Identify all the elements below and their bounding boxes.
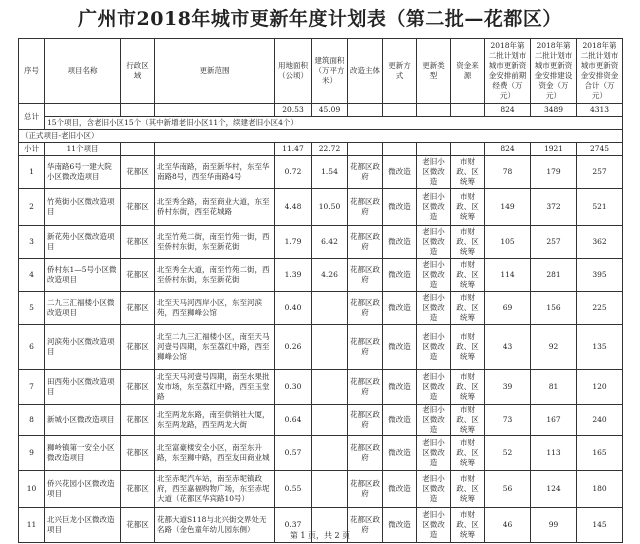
table-row — [19, 259, 623, 292]
cell-funding: 市财政、区统筹 — [451, 156, 485, 189]
cell-subject: 花都区政府 — [348, 436, 383, 471]
cell-method: 微改造 — [383, 471, 417, 508]
cell-construct-fund: 99 — [531, 508, 577, 543]
cell-land-area: 0.37 — [275, 508, 312, 543]
cell-name: 河滨苑小区微改造项目 — [45, 325, 121, 370]
cell-total-fund: 225 — [577, 292, 623, 325]
cell-type: 老旧小区微改造 — [417, 259, 451, 292]
cell-prep-fund: 39 — [485, 370, 531, 405]
cell-total-fund: 135 — [577, 325, 623, 370]
cell-method: 微改造 — [383, 156, 417, 189]
cell-build-area — [312, 292, 348, 325]
cell-method: 微改造 — [383, 508, 417, 543]
cell-build-area: 4.26 — [312, 259, 348, 292]
cell-build-area — [312, 471, 348, 508]
cell-total-fund: 395 — [577, 259, 623, 292]
cell-scope: 北至二九三汇福楼小区，南至天马河壹号四期，东至荔红中路，西至狮峰公馆 — [155, 325, 275, 370]
cell-prep-fund: 114 — [485, 259, 531, 292]
cell-construct-fund: 113 — [531, 436, 577, 471]
total-label: 总计 — [19, 104, 45, 130]
cell-district: 花都区 — [121, 259, 155, 292]
cell-type: 老旧小区微改造 — [417, 189, 451, 226]
cell-method: 微改造 — [383, 370, 417, 405]
cell-name: 侨兴花园小区微改造项目 — [45, 471, 121, 508]
header-col-land-area: 用地面积（公顷） — [275, 39, 312, 104]
cell-land-area: 0.72 — [275, 156, 312, 189]
cell-land-area: 4.48 — [275, 189, 312, 226]
cell-land-area: 0.57 — [275, 436, 312, 471]
cell-total-fund: 240 — [577, 405, 623, 436]
cell-land-area: 0.30 — [275, 370, 312, 405]
cell-type: 老旧小区微改造 — [417, 156, 451, 189]
cell-name: 北兴巨龙小区微改造项目 — [45, 508, 121, 543]
cell-build-area — [312, 325, 348, 370]
cell-method: 微改造 — [383, 405, 417, 436]
cell-index: 7 — [19, 370, 45, 405]
cell-subject: 花都区政府 — [348, 292, 383, 325]
cell-construct-fund: 257 — [531, 226, 577, 259]
cell-type: 老旧小区微改造 — [417, 405, 451, 436]
subtotal-construct: 1921 — [531, 143, 577, 156]
cell-index: 10 — [19, 471, 45, 508]
cell-prep-fund: 105 — [485, 226, 531, 259]
cell-scope: 北至天马河西岸小区，东至河滨苑，西至狮峰公馆 — [155, 292, 275, 325]
cell-construct-fund: 156 — [531, 292, 577, 325]
cell-total-fund: 180 — [577, 471, 623, 508]
cell-name: 狮岭镇第一安全小区微改造项目 — [45, 436, 121, 471]
cell-subject: 花都区政府 — [348, 226, 383, 259]
cell-index: 9 — [19, 436, 45, 471]
cell-scope: 北至天马河壹号四期，南至水果批发市场，东至荔红中路，西至玉堂路 — [155, 370, 275, 405]
cell-funding: 市财政、区统筹 — [451, 405, 485, 436]
subtotal-land: 11.47 — [275, 143, 312, 156]
header-col-type: 更新类型 — [417, 39, 451, 104]
cell-district: 花都区 — [121, 226, 155, 259]
cell-funding: 市财政、区统筹 — [451, 370, 485, 405]
cell-name: 新花苑小区微改造项目 — [45, 226, 121, 259]
cell-scope: 花都大道S118与北兴街交界处无名路（金色童年幼儿园东侧） — [155, 508, 275, 543]
cell-method: 微改造 — [383, 436, 417, 471]
cell-construct-fund: 124 — [531, 471, 577, 508]
subtotal-build: 22.72 — [312, 143, 348, 156]
cell-funding: 市财政、区统筹 — [451, 259, 485, 292]
cell-subject: 花都区政府 — [348, 325, 383, 370]
cell-type: 老旧小区微改造 — [417, 508, 451, 543]
cell-name: 侨村东1—5号小区微改造项目 — [45, 259, 121, 292]
total-land: 20.53 — [275, 104, 312, 117]
cell-district: 花都区 — [121, 405, 155, 436]
header-col-prep-fund: 2018年第二批计划市城市更新资金安排前期经费（万元） — [485, 39, 531, 104]
cell-method: 微改造 — [383, 226, 417, 259]
cell-method: 微改造 — [383, 259, 417, 292]
cell-land-area: 0.40 — [275, 292, 312, 325]
header-col-build-area: 建筑面积（万平方米） — [312, 39, 348, 104]
total-row — [19, 104, 623, 117]
cell-district: 花都区 — [121, 325, 155, 370]
table-row — [19, 436, 623, 471]
cell-type: 老旧小区微改造 — [417, 292, 451, 325]
cell-scope: 北至赤坭汽车站，南至赤坭镇政府，西至嘉福购物广场，东至赤坭大道（花都区华宾路10号） — [155, 471, 275, 508]
table-row — [19, 370, 623, 405]
subtotal-row — [19, 143, 623, 156]
cell-index: 8 — [19, 405, 45, 436]
cell-name: 竹苑街小区微改造项目 — [45, 189, 121, 226]
table-row — [19, 156, 623, 189]
cell-method: 微改造 — [383, 325, 417, 370]
total-note-row — [19, 117, 623, 130]
cell-land-area: 0.55 — [275, 471, 312, 508]
cell-land-area: 0.26 — [275, 325, 312, 370]
cell-name: 华南路6号一建大院小区微改造项目 — [45, 156, 121, 189]
cell-land-area: 1.79 — [275, 226, 312, 259]
header-col-district: 行政区域 — [121, 39, 155, 104]
subtotal-count: 11个项目 — [45, 143, 121, 156]
cell-type: 老旧小区微改造 — [417, 436, 451, 471]
cell-total-fund: 145 — [577, 508, 623, 543]
total-prep: 824 — [485, 104, 531, 117]
cell-index: 6 — [19, 325, 45, 370]
cell-subject: 花都区政府 — [348, 405, 383, 436]
cell-index: 5 — [19, 292, 45, 325]
header-col-funding: 资金来源 — [451, 39, 485, 104]
cell-prep-fund: 69 — [485, 292, 531, 325]
cell-funding: 市财政、区统筹 — [451, 436, 485, 471]
cell-total-fund: 257 — [577, 156, 623, 189]
cell-scope: 北至秀全路，南至商业大道，东至侨村东街，西至花城路 — [155, 189, 275, 226]
cell-district: 花都区 — [121, 156, 155, 189]
cell-prep-fund: 56 — [485, 471, 531, 508]
cell-build-area — [312, 436, 348, 471]
cell-funding: 市财政、区统筹 — [451, 189, 485, 226]
cell-index: 2 — [19, 189, 45, 226]
cell-subject: 花都区政府 — [348, 259, 383, 292]
header-col-name: 项目名称 — [45, 39, 121, 104]
cell-name: 二九三汇福楼小区微改造项目 — [45, 292, 121, 325]
cell-name: 新城小区微改造项目 — [45, 405, 121, 436]
total-build: 45.09 — [312, 104, 348, 117]
cell-district: 花都区 — [121, 508, 155, 543]
header-col-method: 更新方式 — [383, 39, 417, 104]
cell-scope: 北至秀全大道，南至竹苑二街，西至侨村东街，东至新花街 — [155, 259, 275, 292]
cell-construct-fund: 281 — [531, 259, 577, 292]
header-col-total-fund: 2018年第二批计划市城市更新资金安排资金合计（万元） — [577, 39, 623, 104]
cell-construct-fund: 372 — [531, 189, 577, 226]
cell-prep-fund: 52 — [485, 436, 531, 471]
cell-index: 3 — [19, 226, 45, 259]
subtotal-sum: 2745 — [577, 143, 623, 156]
cell-build-area — [312, 370, 348, 405]
header-col-construct-fund: 2018年第二批计划市城市更新资金安排建设资金（万元） — [531, 39, 577, 104]
cell-funding: 市财政、区统筹 — [451, 325, 485, 370]
cell-subject: 花都区政府 — [348, 189, 383, 226]
cell-name: 田西苑小区微改造项目 — [45, 370, 121, 405]
cell-total-fund: 362 — [577, 226, 623, 259]
cell-method: 微改造 — [383, 292, 417, 325]
cell-district: 花都区 — [121, 189, 155, 226]
cell-prep-fund: 78 — [485, 156, 531, 189]
cell-subject: 花都区政府 — [348, 156, 383, 189]
table-row — [19, 226, 623, 259]
header-col-subject: 改造主体 — [348, 39, 383, 104]
total-construct: 3489 — [531, 104, 577, 117]
cell-type: 老旧小区微改造 — [417, 226, 451, 259]
cell-construct-fund: 92 — [531, 325, 577, 370]
section-label: （正式项目-老旧小区） — [19, 130, 623, 143]
cell-scope: 北至华南路，南至新华村，东至华南路8号，西至华南路4号 — [155, 156, 275, 189]
section-row — [19, 130, 623, 143]
cell-land-area: 1.39 — [275, 259, 312, 292]
cell-type: 老旧小区微改造 — [417, 370, 451, 405]
cell-scope: 北至富豪楼安全小区，南至东升路，东至狮中路，西至友田商业城 — [155, 436, 275, 471]
page-title: 广州市2018年城市更新年度计划表（第二批—花都区） — [78, 8, 562, 30]
cell-total-fund: 165 — [577, 436, 623, 471]
cell-prep-fund: 43 — [485, 325, 531, 370]
cell-district: 花都区 — [121, 471, 155, 508]
cell-prep-fund: 149 — [485, 189, 531, 226]
cell-prep-fund: 46 — [485, 508, 531, 543]
table-row — [19, 189, 623, 226]
subtotal-prep: 824 — [485, 143, 531, 156]
cell-funding: 市财政、区统筹 — [451, 292, 485, 325]
cell-district: 花都区 — [121, 436, 155, 471]
cell-subject: 花都区政府 — [348, 370, 383, 405]
cell-index: 4 — [19, 259, 45, 292]
table-row — [19, 471, 623, 508]
cell-construct-fund: 81 — [531, 370, 577, 405]
cell-funding: 市财政、区统筹 — [451, 508, 485, 543]
total-sum: 4313 — [577, 104, 623, 117]
cell-method: 微改造 — [383, 189, 417, 226]
table-row — [19, 292, 623, 325]
cell-build-area — [312, 405, 348, 436]
cell-subject: 花都区政府 — [348, 471, 383, 508]
cell-subject: 花都区政府 — [348, 508, 383, 543]
cell-land-area: 0.64 — [275, 405, 312, 436]
cell-total-fund: 521 — [577, 189, 623, 226]
table-row — [19, 405, 623, 436]
cell-funding: 市财政、区统筹 — [451, 226, 485, 259]
cell-scope: 北至竹苑二街，南至竹苑一街，西至侨村东街，东至新花街 — [155, 226, 275, 259]
cell-index: 11 — [19, 508, 45, 543]
page-footer: 第 1 页，共 2 页 — [289, 531, 351, 540]
total-note: 15个项目，含老旧小区15个（其中新增老旧小区11个，续建老旧小区4个） — [45, 117, 623, 130]
subtotal-label: 小计 — [19, 143, 45, 156]
cell-build-area: 6.42 — [312, 226, 348, 259]
cell-type: 老旧小区微改造 — [417, 471, 451, 508]
cell-district: 花都区 — [121, 370, 155, 405]
cell-total-fund: 120 — [577, 370, 623, 405]
cell-district: 花都区 — [121, 292, 155, 325]
cell-scope: 北至两龙东路，南至供销社大厦，东至两龙路，西至两龙大街 — [155, 405, 275, 436]
cell-index: 1 — [19, 156, 45, 189]
cell-build-area: 10.50 — [312, 189, 348, 226]
cell-build-area: 1.54 — [312, 156, 348, 189]
plan-table — [18, 38, 623, 543]
cell-type: 老旧小区微改造 — [417, 325, 451, 370]
cell-funding: 市财政、区统筹 — [451, 471, 485, 508]
header-col-scope: 更新范围 — [155, 39, 275, 104]
table-row — [19, 325, 623, 370]
cell-construct-fund: 179 — [531, 156, 577, 189]
header-row — [19, 39, 623, 104]
cell-prep-fund: 73 — [485, 405, 531, 436]
cell-construct-fund: 167 — [531, 405, 577, 436]
header-col-index: 序号 — [19, 39, 45, 104]
